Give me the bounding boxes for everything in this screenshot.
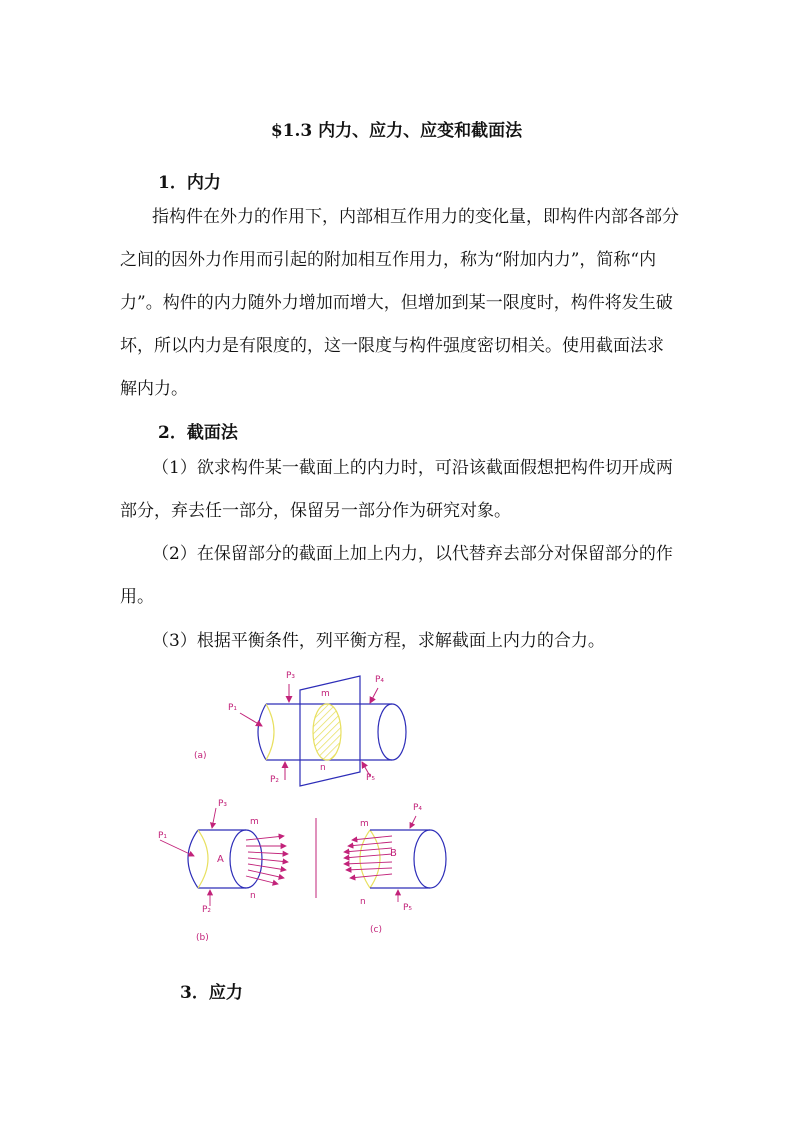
figure-b-part-a (188, 830, 262, 888)
label-p4: P₄ (375, 675, 385, 685)
caption-c: (c) (370, 925, 382, 935)
label-m: m (321, 689, 330, 699)
step-2: （2）在保留部分的截面上加上内力，以代替弃去部分对保留部分的作用。 (120, 544, 673, 607)
caption-a: (a) (194, 751, 207, 761)
label-b-p1: P₁ (158, 831, 168, 841)
section-heading-internal-force: 1．内力 (158, 173, 221, 193)
label-c-p5: P₅ (403, 903, 413, 913)
step-3: （3）根据平衡条件，列平衡方程，求解截面上内力的合力。 (152, 631, 605, 651)
figure-a-section-hatch (313, 704, 341, 760)
figure-c-part-b (360, 830, 446, 888)
label-n: n (320, 763, 326, 773)
label-c-p4: P₄ (413, 803, 423, 813)
paragraph-internal-force: 指构件在外力的作用下，内部相互作用力的变化量，即构件内部各部分之间的因外力作用而引起的附加相互作用力，称为“附加内力”，简称“内力”。构件的内力随外力增加而增大，但增加到某一限度时，构件将发生破坏，所以内力是有限度的，这一限度与构件强度密切相关。使用截面法求解内力。 (120, 207, 679, 399)
label-p2: P₂ (270, 775, 280, 785)
label-part-b: B (390, 848, 397, 859)
step-1: （1）欲求构件某一截面上的内力时，可沿该截面假想把构件切开成两部分，弃去任一部分，保留另一部分作为研究对象。 (120, 458, 673, 521)
label-p5: P₅ (366, 773, 376, 783)
label-b-m: m (250, 817, 259, 827)
label-c-n: n (360, 897, 366, 907)
label-b-p3: P₃ (218, 799, 228, 809)
label-b-p2: P₂ (202, 905, 212, 915)
section-heading-stress: 3．应力 (180, 983, 243, 1003)
caption-b: (b) (196, 933, 209, 943)
label-p1: P₁ (228, 703, 238, 713)
label-c-m: m (360, 819, 369, 829)
label-p3: P₃ (286, 671, 296, 681)
section-heading-section-method: 2．截面法 (158, 423, 238, 443)
page-title: $1.3 内力、应力、应变和截面法 (270, 121, 523, 141)
label-b-n: n (250, 891, 256, 901)
label-part-a: A (217, 854, 224, 865)
